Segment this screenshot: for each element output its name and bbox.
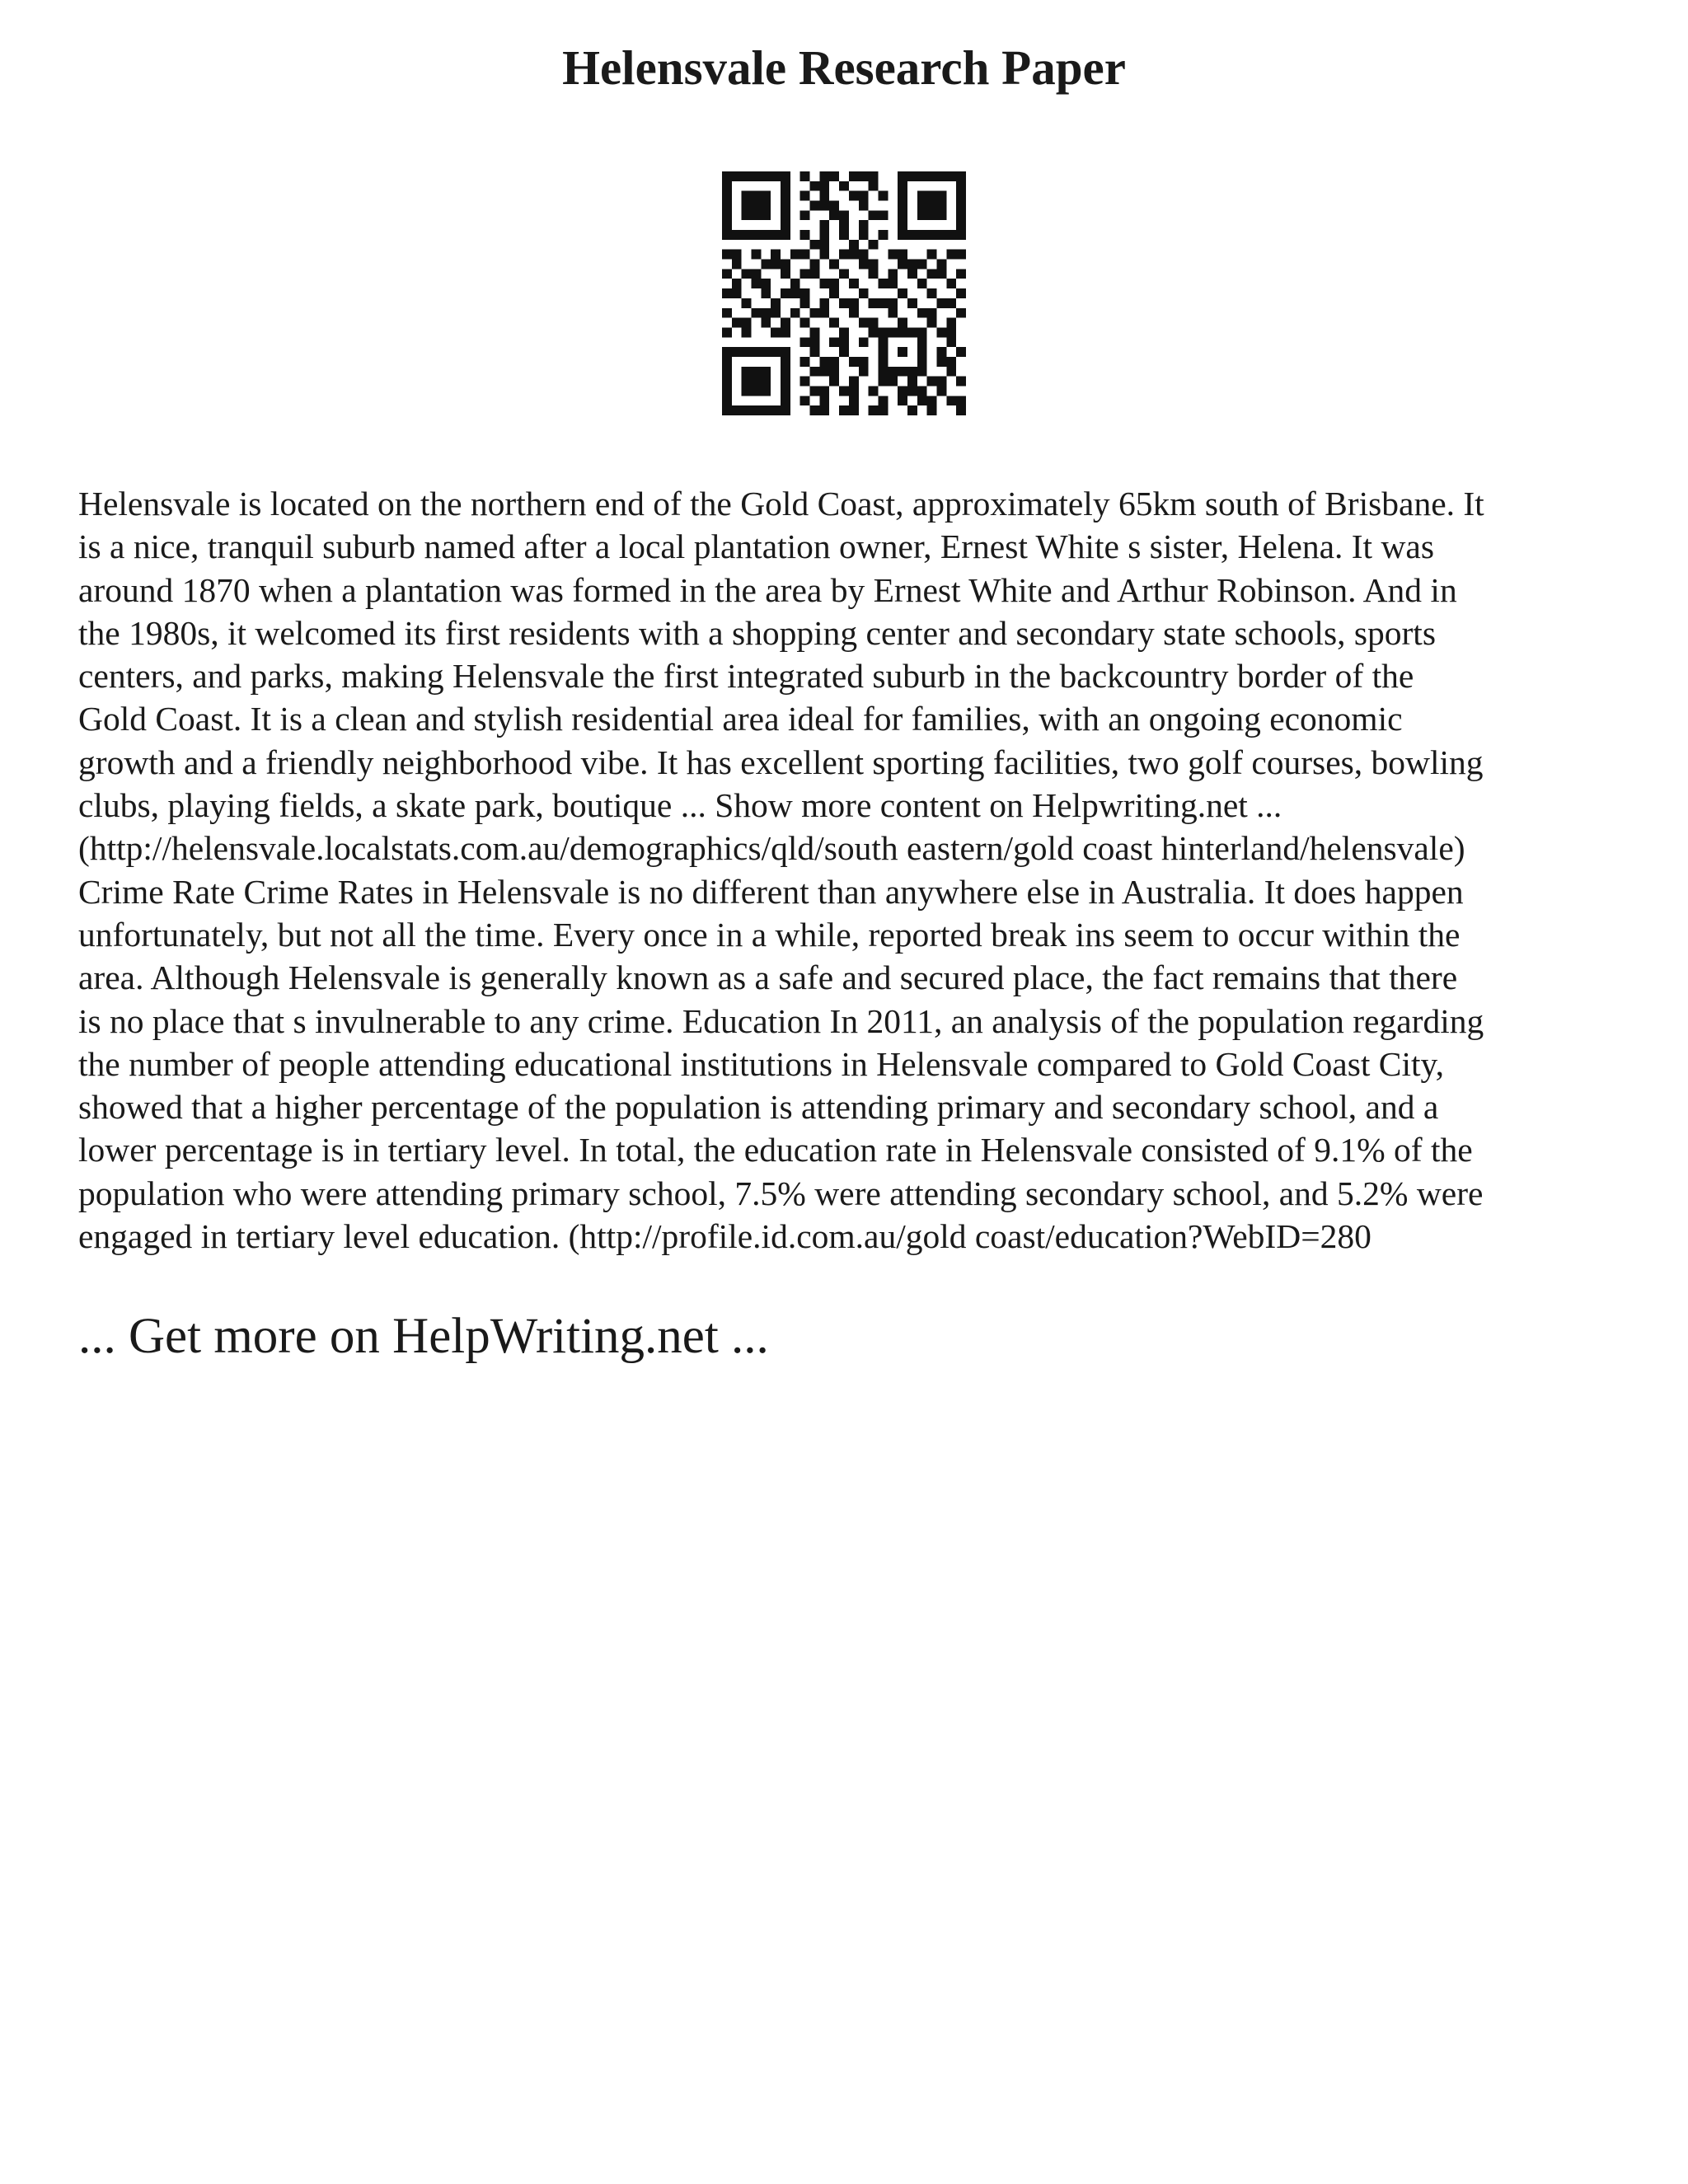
qr-code-graphic bbox=[722, 171, 966, 415]
body-line: (http://helensvale.localstats.com.au/demographics/qld/south eastern/gold coast hinterland/helensvale) bbox=[78, 829, 1465, 868]
body-line: population who were attending primary school, 7.5% were attending secondary school, and 5.2% were bbox=[78, 1174, 1484, 1212]
body-line: unfortunately, but not all the time. Every once in a while, reported break ins seem to occur within the bbox=[78, 915, 1461, 954]
body-line: growth and a friendly neighborhood vibe. It has excellent sporting facilities, two golf courses, bowling bbox=[78, 743, 1484, 781]
body-line: is no place that s invulnerable to any crime. Education In 2011, an analysis of the population regarding bbox=[78, 1001, 1484, 1040]
body-line: showed that a higher percentage of the population is attending primary and secondary school, and a bbox=[78, 1088, 1439, 1127]
body-line: the number of people attending educational institutions in Helensvale compared to Gold Coast City, bbox=[78, 1044, 1444, 1083]
body-line: is a nice, tranquil suburb named after a local plantation owner, Ernest White s sister, Helena. It was bbox=[78, 527, 1435, 566]
body-line: centers, and parks, making Helensvale the first integrated suburb in the backcountry border of the bbox=[78, 657, 1414, 696]
body-line: Helensvale is located on the northern end of the Gold Coast, approximately 65km south of Brisbane. It bbox=[78, 485, 1484, 523]
qr-code-icon[interactable] bbox=[722, 171, 966, 415]
body-line: Gold Coast. It is a clean and stylish residential area ideal for families, with an ongoing economic bbox=[78, 700, 1403, 738]
body-line: Crime Rate Crime Rates in Helensvale is no different than anywhere else in Australia. It does happen bbox=[78, 872, 1464, 911]
body-line: engaged in tertiary level education. (http://profile.id.com.au/gold coast/education?WebID=280 bbox=[78, 1217, 1372, 1256]
body-paragraph bbox=[78, 482, 1613, 1258]
page-title: Helensvale Research Paper bbox=[562, 40, 1126, 95]
body-line: clubs, playing fields, a skate park, boutique ... Show more content on Helpwriting.net ... bbox=[78, 786, 1282, 825]
body-line: around 1870 when a plantation was formed in the area by Ernest White and Arthur Robinson. And in bbox=[78, 570, 1457, 609]
body-line: the 1980s, it welcomed its first residents with a shopping center and secondary state schools, sports bbox=[78, 613, 1436, 652]
body-line: lower percentage is in tertiary level. In total, the education rate in Helensvale consisted of 9.1% of the bbox=[78, 1131, 1473, 1169]
get-more-link[interactable]: ... Get more on HelpWriting.net ... bbox=[78, 1309, 769, 1364]
body-line: area. Although Helensvale is generally known as a safe and secured place, the fact remains that there bbox=[78, 958, 1458, 997]
